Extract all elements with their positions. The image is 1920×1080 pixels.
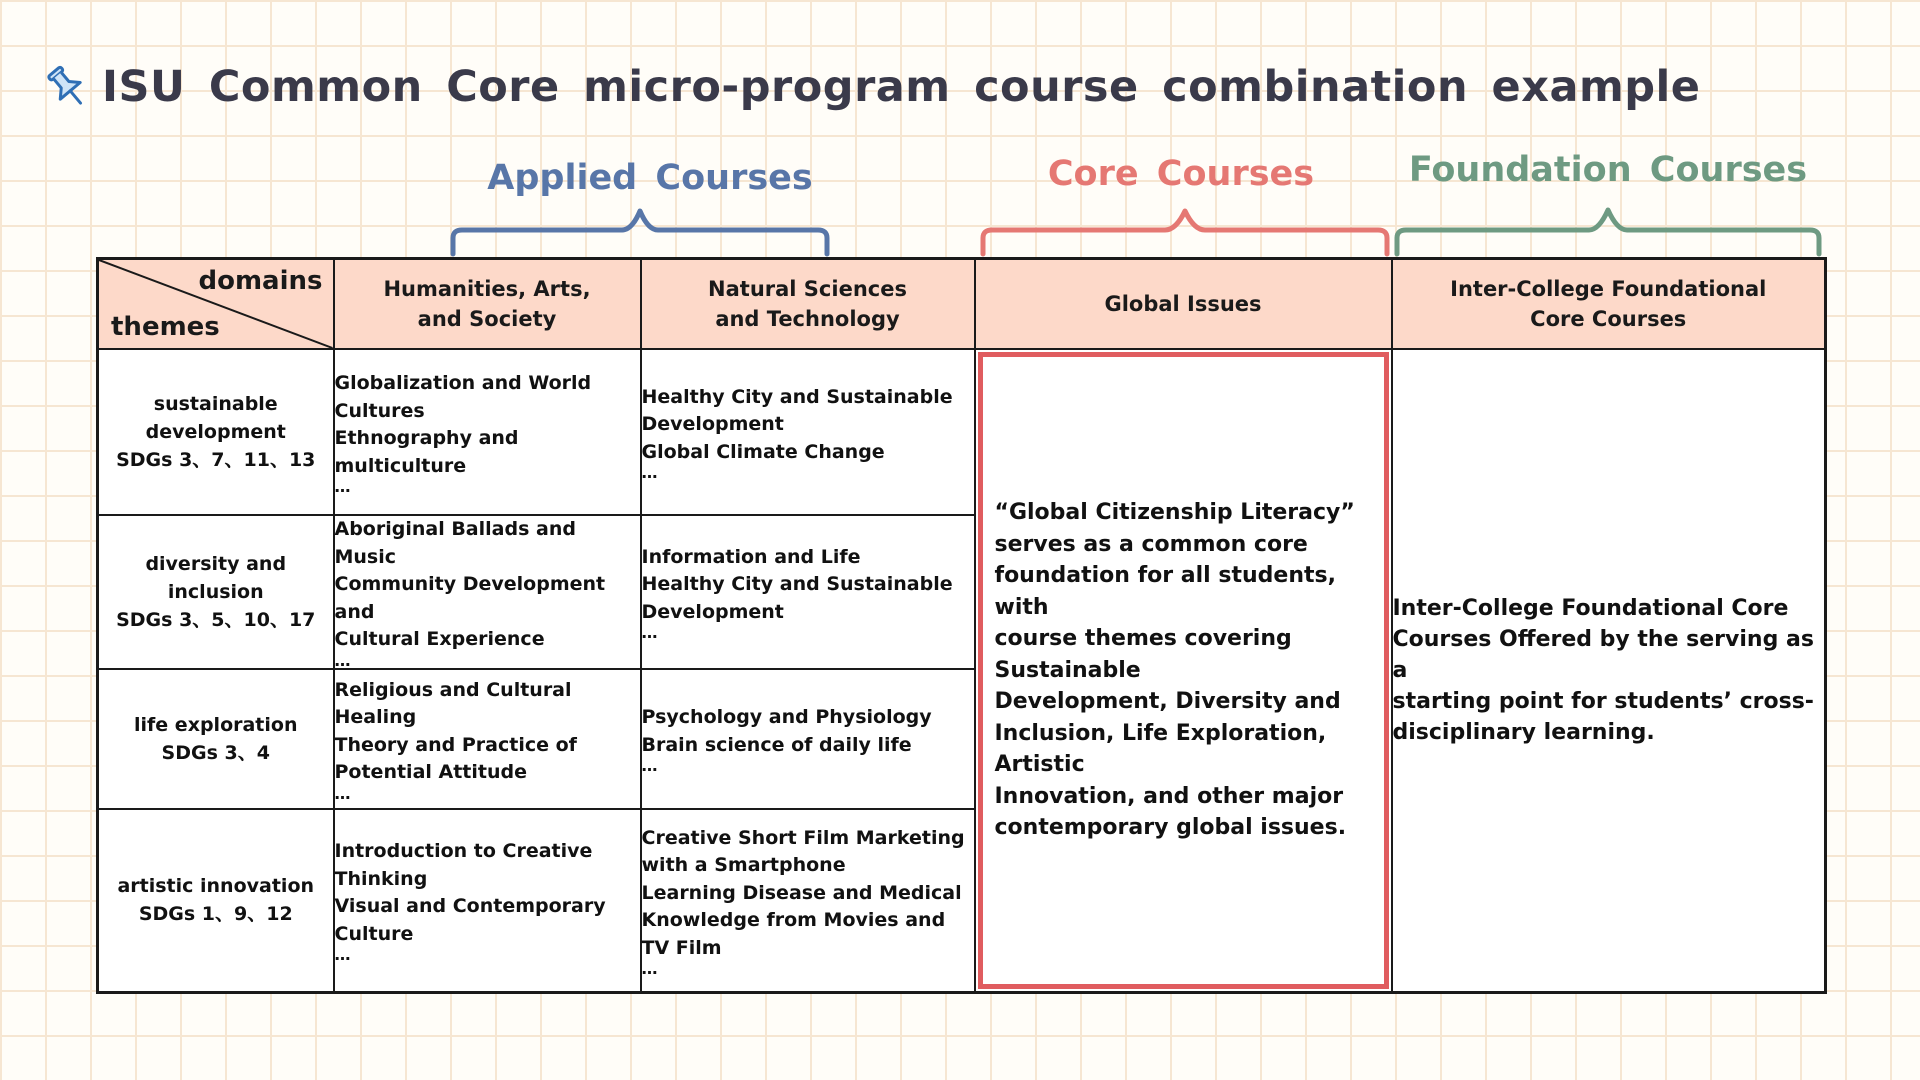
table-header-row — [98, 259, 1826, 350]
natural-courses: Information and Life Healthy City and Sustainable Development … — [641, 515, 975, 669]
page-title — [42, 52, 1700, 122]
title-text: ISU Common Core micro-program course combination example — [102, 62, 1701, 112]
natural-courses: Creative Short Film Marketing with a Smartphone Learning Disease and Medical Knowledge from Movies and TV Film … — [641, 809, 975, 993]
theme-cell: diversity and inclusion SDGs 3、5、10、17 — [98, 515, 334, 669]
foundation-course-cell: Inter-College Foundational Core Courses Offered by the serving as a starting point for students’ cross- disciplinary learning. — [1392, 349, 1826, 993]
theme-cell: artistic innovation SDGs 1、9、12 — [98, 809, 334, 993]
humanities-courses: Religious and Cultural Healing Theory and Practice of Potential Attitude … — [334, 669, 641, 809]
theme-cell: life exploration SDGs 3、4 — [98, 669, 334, 809]
themes-label: themes — [111, 312, 220, 342]
core-course-cell — [975, 349, 1392, 993]
applied-courses-label: Applied Courses — [487, 158, 813, 198]
natural-courses: Psychology and Physiology Brain science of daily life … — [641, 669, 975, 809]
course-table — [96, 257, 1827, 994]
header-corner — [98, 259, 334, 350]
foundation-courses-label: Foundation Courses — [1408, 150, 1808, 190]
core-brace — [980, 206, 1390, 256]
theme-cell: sustainable development SDGs 3、7、11、13 — [98, 349, 334, 515]
pushpin-icon — [42, 62, 92, 112]
domains-label: domains — [198, 266, 323, 296]
header-global: Global Issues — [975, 259, 1392, 350]
natural-courses: Healthy City and Sustainable Development Global Climate Change … — [641, 349, 975, 515]
applied-brace — [450, 206, 830, 256]
core-courses-label: Core Courses — [1047, 154, 1315, 194]
core-highlight-box: “Global Citizenship Literacy” serves as a common core foundation for all students, with course themes covering Sustainable Development, Diversity and Inclusion, Life Exploration, Artistic Innovation, and other major contemporary global issues. — [978, 352, 1389, 989]
humanities-courses: Introduction to Creative Thinking Visual and Contemporary Culture … — [334, 809, 641, 993]
header-intercollege: Inter-College Foundational Core Courses — [1392, 259, 1826, 350]
header-natural: Natural Sciences and Technology — [641, 259, 975, 350]
table-row — [98, 349, 1826, 515]
humanities-courses: Globalization and World Cultures Ethnography and multiculture … — [334, 349, 641, 515]
header-humanities: Humanities, Arts, and Society — [334, 259, 641, 350]
humanities-courses: Aboriginal Ballads and Music Community Development and Cultural Experience … — [334, 515, 641, 669]
foundation-brace — [1394, 204, 1822, 256]
